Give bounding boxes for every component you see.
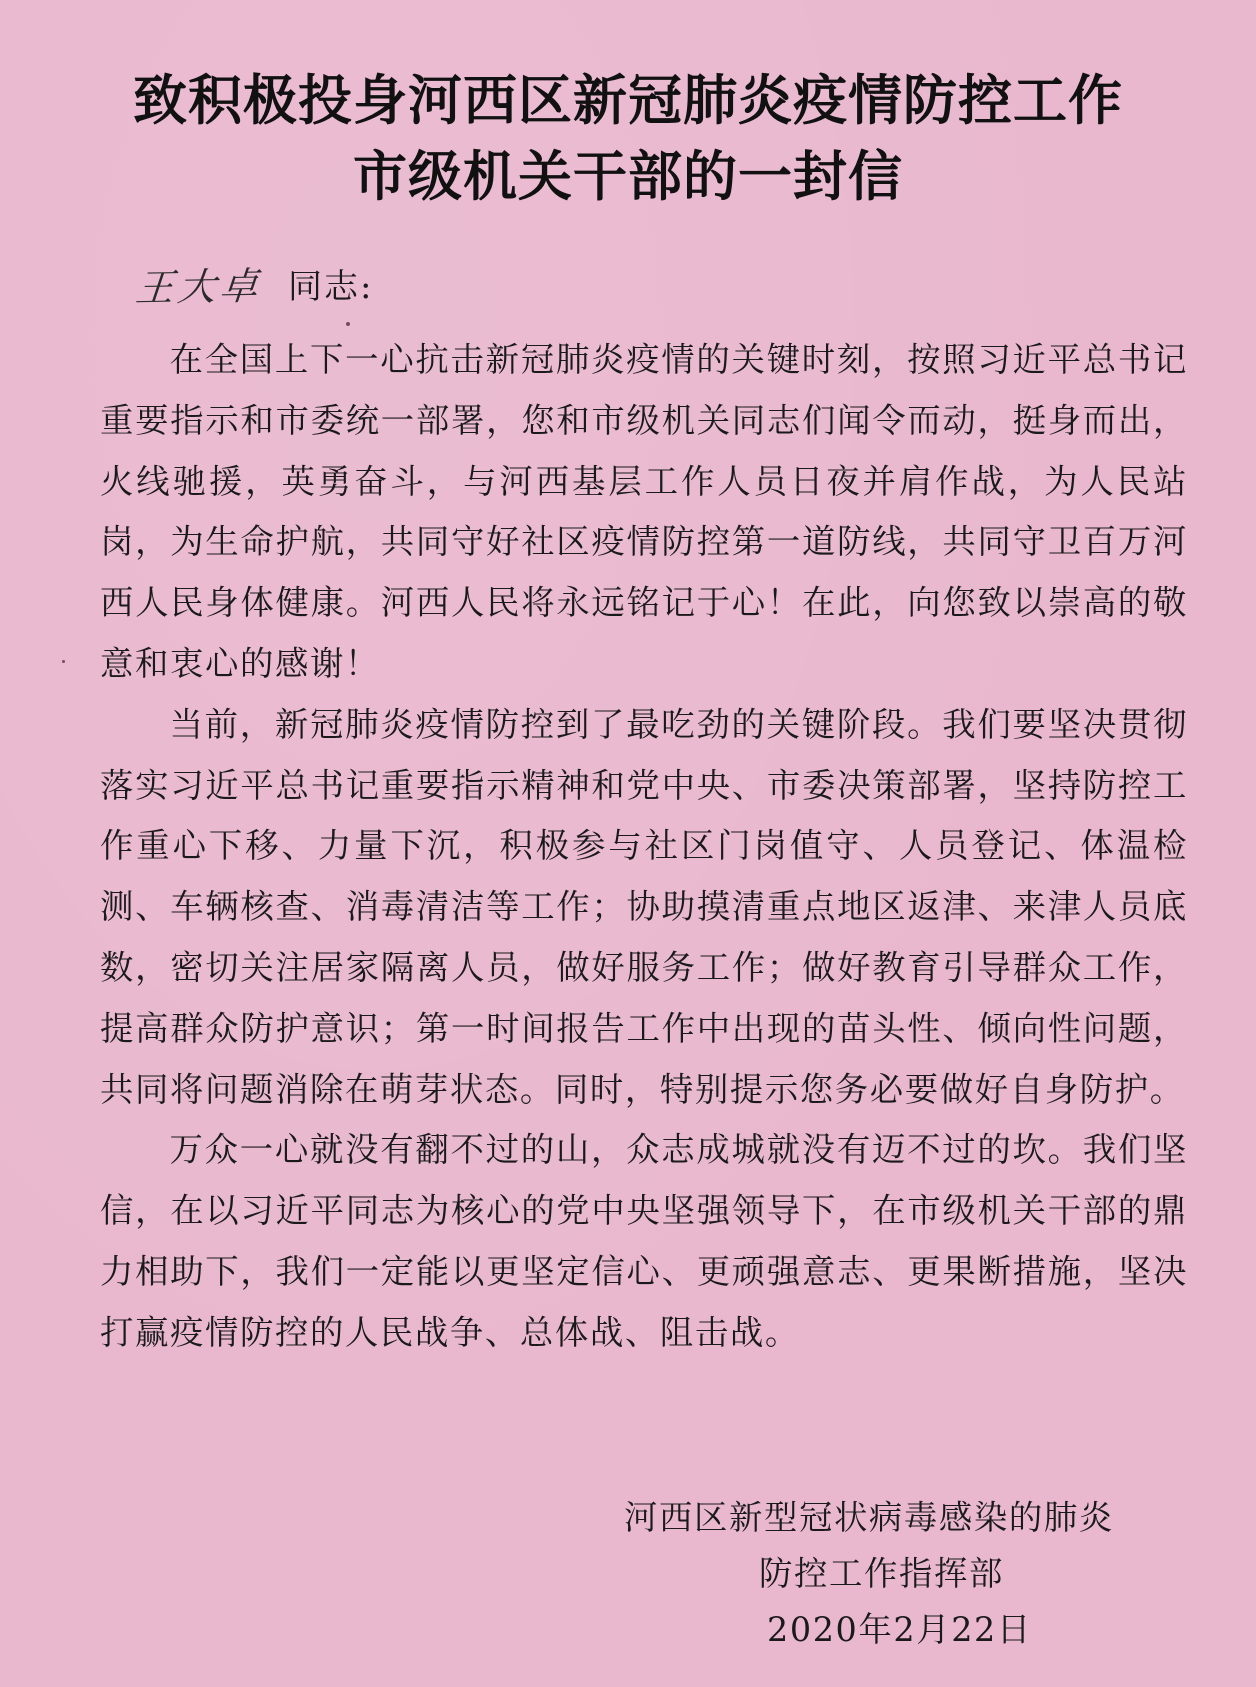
body-paragraph-2: 当前，新冠肺炎疫情防控到了最吃劲的关键阶段。我们要坚决贯彻落实习近平总书记重要指示精神和党中央、市委决策部署，坚持防控工作重心下移、力量下沉，积极参与社区门岗值守、人员登记、体温检测、车辆核查、消毒清洁等工作；协助摸清重点地区返津、来津人员底数，密切关注居家隔离人员，做好服务工作；做好教育引导群众工作，提高群众防护意识；第一时间报告工作中出现的苗头性、倾向性问题，共同将问题消除在萌芽状态。同时，特别提示您务必要做好自身防护。 xyxy=(100,704,1188,1109)
letter-title-line-2: 市级机关干部的一封信 xyxy=(353,145,903,208)
body-paragraph-3: 万众一心就没有翻不过的山，众志成城就没有迈不过的坎。我们坚信，在以习近平同志为核心的党中央坚强领导下，在市级机关干部的鼎力相助下，我们一定能以更坚定信心、更顽强意志、更果断措施，坚决打赢疫情防控的人民战争、总体战、阻击战。 xyxy=(100,1130,1188,1352)
letter-body xyxy=(100,330,1188,1364)
salutation xyxy=(133,258,374,310)
paper-speck xyxy=(62,660,65,663)
paper-speck xyxy=(346,322,350,326)
salutation-greeting: 同志: xyxy=(288,266,374,307)
sign-off-organization-line-1: 河西区新型冠状病毒感染的肺炎 xyxy=(624,1498,1114,1537)
sign-off-date: 2020年2月22日 xyxy=(767,1610,1032,1649)
sign-off-block xyxy=(560,1490,1200,1658)
sign-off-organization-line-2: 防控工作指挥部 xyxy=(759,1554,1004,1593)
handwritten-name: 王大卓 xyxy=(133,263,264,310)
letter-title-line-1: 致积极投身河西区新冠肺炎疫情防控工作 xyxy=(133,69,1123,132)
body-paragraph-1: 在全国上下一心抗击新冠肺炎疫情的关键时刻，按照习近平总书记重要指示和市委统一部署，您和市级机关同志们闻令而动，挺身而出，火线驰援，英勇奋斗，与河西基层工作人员日夜并肩作战，为人民站岗，为生命护航，共同守好社区疫情防控第一道防线，共同守卫百万河西人民身体健康。河西人民将永远铭记于心！在此，向您致以崇高的敬意和衷心的感谢！ xyxy=(100,340,1188,683)
